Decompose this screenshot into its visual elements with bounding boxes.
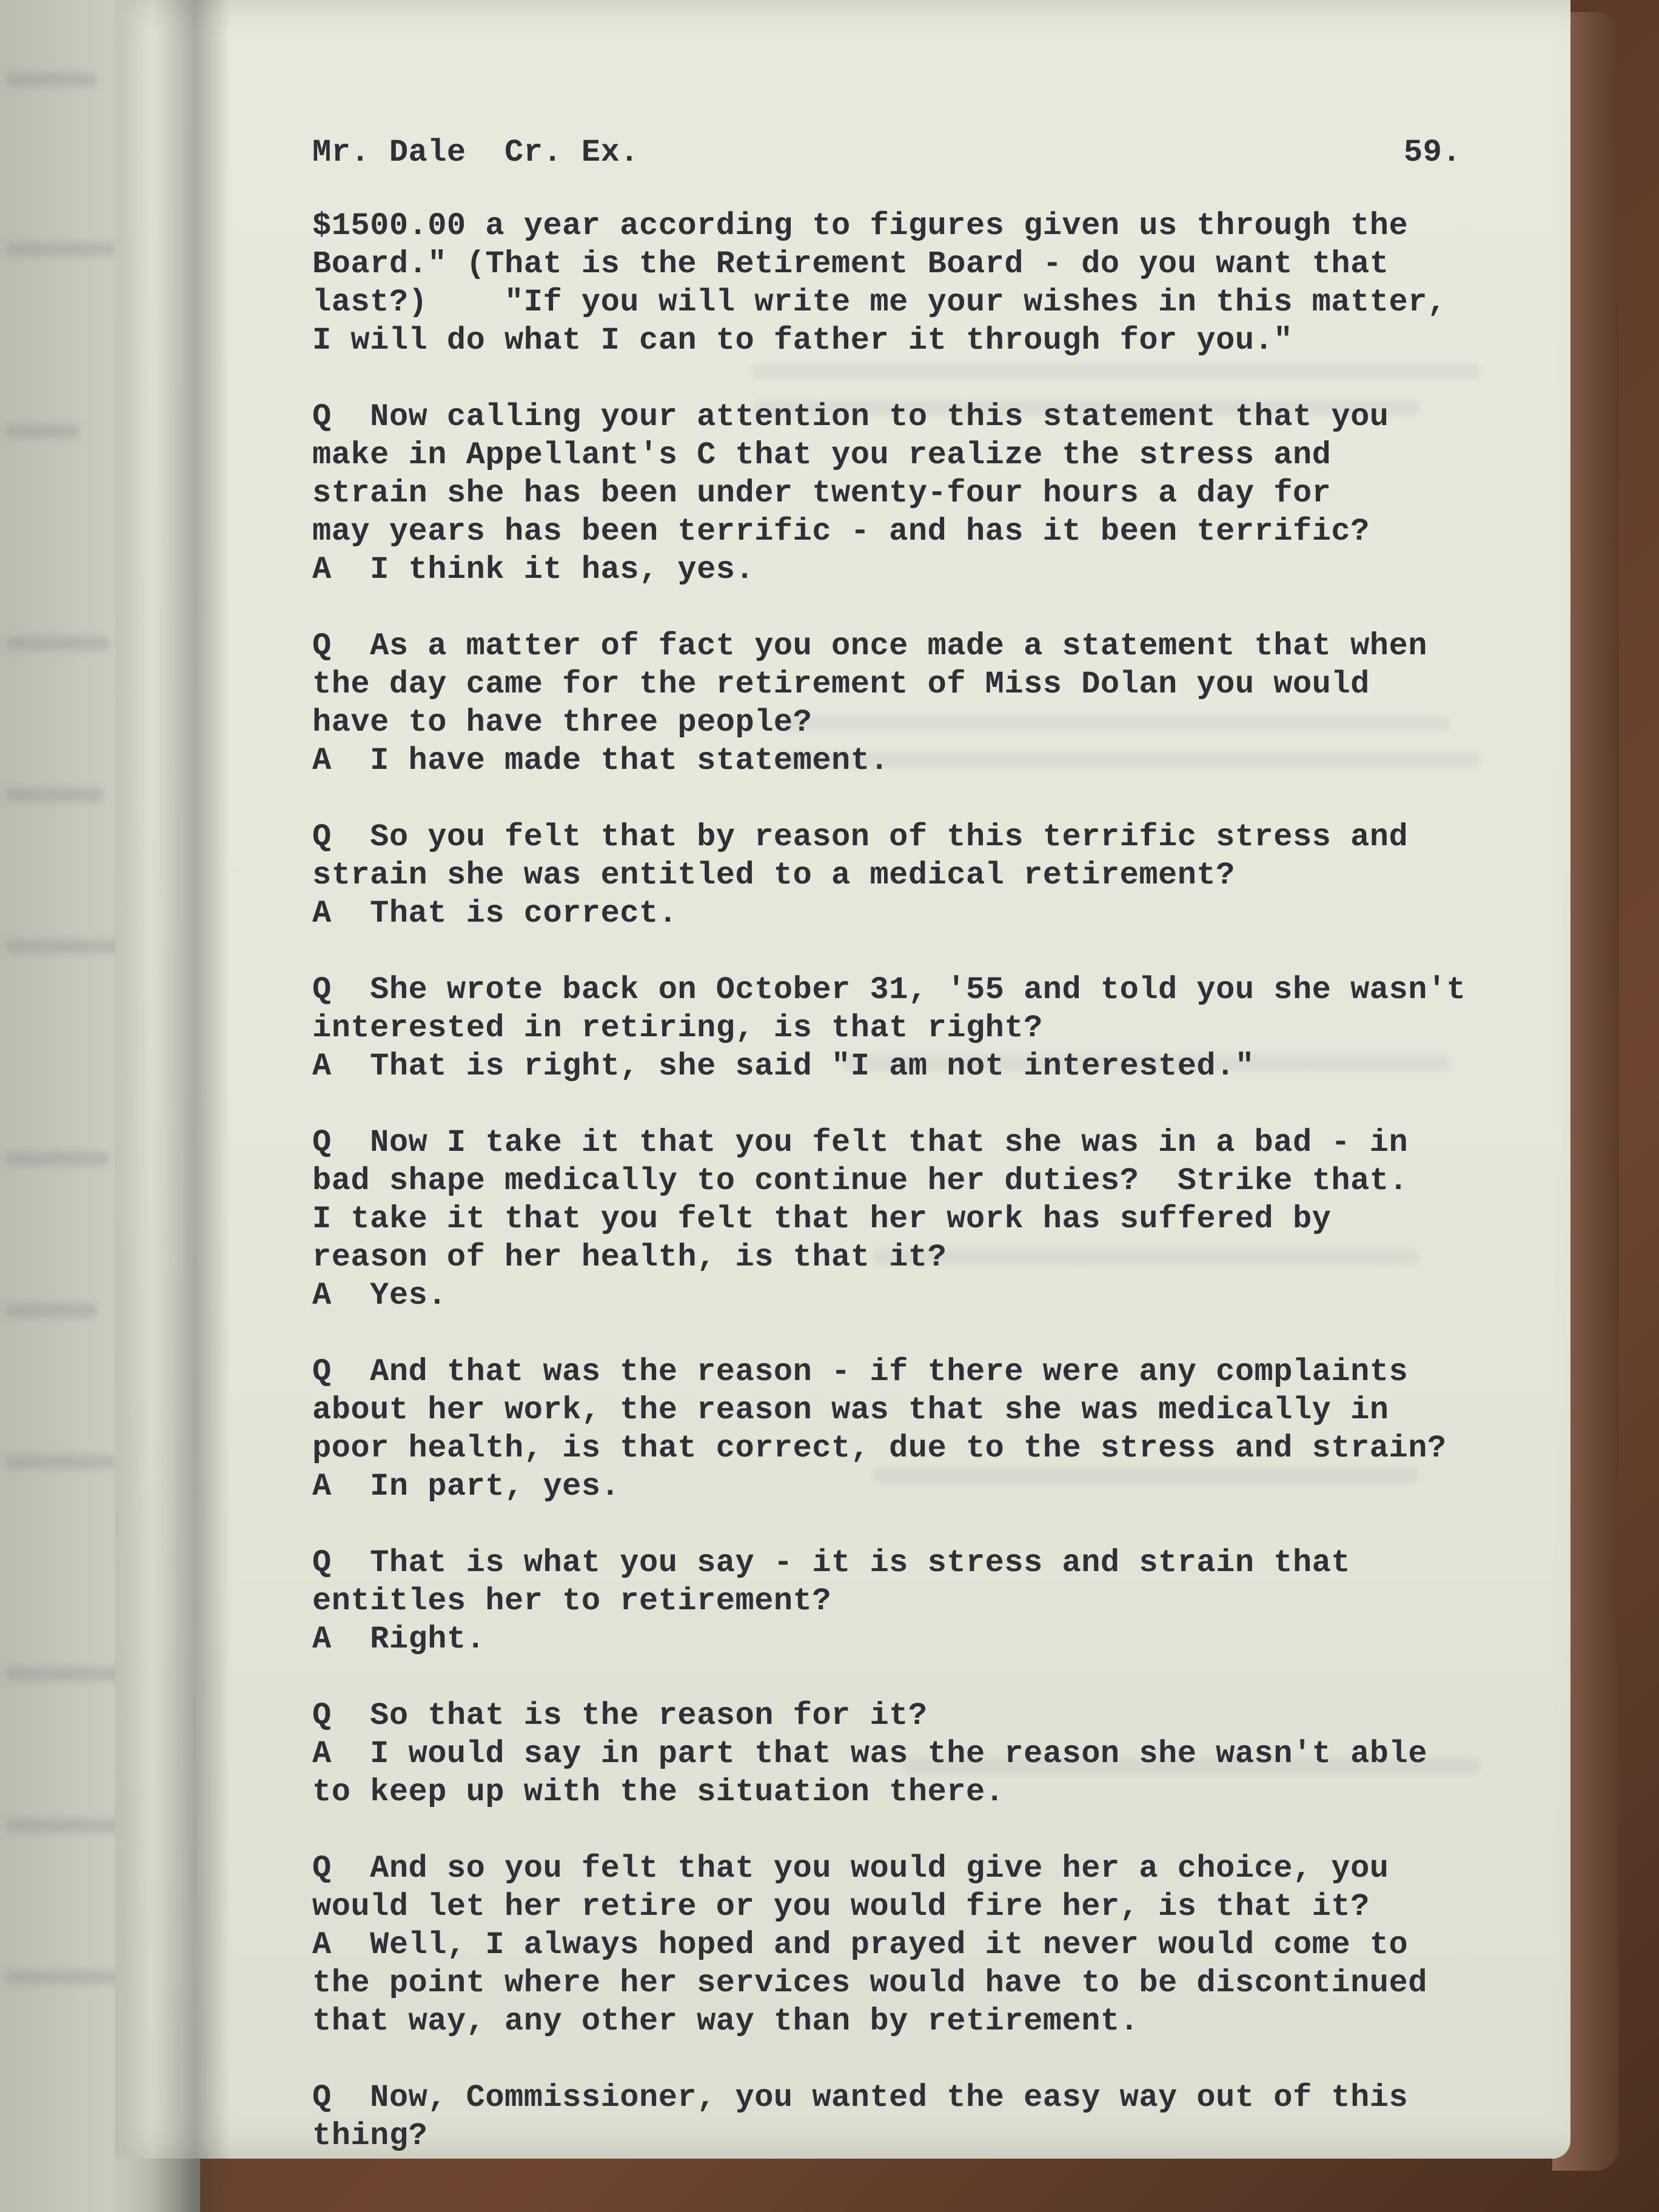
- left-page-blur: [6, 1455, 115, 1469]
- text-line: strain she has been under twenty-four hours a day for: [312, 475, 1332, 511]
- text-line: reason of her health, is that it?: [312, 1239, 947, 1275]
- text-line: the point where her services would have to be discontinued: [312, 1965, 1427, 2001]
- text-line: the day came for the retirement of Miss Dolan you would: [312, 666, 1370, 702]
- binding-shadow: [152, 0, 230, 2212]
- text-line: Q As a matter of fact you once made a statement that when: [312, 628, 1427, 664]
- text-line: Q Now calling your attention to this statement that you: [312, 399, 1389, 435]
- transcript-paragraph: [312, 2079, 1464, 2155]
- text-line: A I would say in part that was the reason she wasn't able: [312, 1736, 1427, 1772]
- transcript-text: [312, 133, 1464, 2193]
- text-line: last?) "If you will write me your wishes in this matter,: [312, 284, 1447, 320]
- header-witness: Mr. Dale Cr. Ex.: [312, 135, 639, 170]
- text-line: Q Now, Commissioner, you wanted the easy way out of this: [312, 2080, 1409, 2116]
- transcript-paragraph: [312, 627, 1464, 780]
- text-line: would let her retire or you would fire her, is that it?: [312, 1889, 1370, 1925]
- text-line: Q So you felt that by reason of this terrific stress and: [312, 819, 1409, 855]
- text-line: about her work, the reason was that she was medically in: [312, 1392, 1389, 1428]
- text-line: bad shape medically to continue her duties? Strike that.: [312, 1163, 1409, 1199]
- transcript-body: [312, 207, 1464, 2155]
- text-line: $1500.00 a year according to figures given us through the: [312, 208, 1409, 244]
- left-page-blur: [6, 1667, 127, 1681]
- transcript-paragraph: [312, 1544, 1464, 1658]
- left-page-blur: [6, 1304, 97, 1317]
- text-line: A That is right, she said "I am not interested.": [312, 1048, 1255, 1084]
- text-line: make in Appellant's C that you realize the stress and: [312, 437, 1332, 473]
- left-page-blur: [6, 243, 115, 256]
- page-number: 59.: [1403, 135, 1461, 170]
- text-line: interested in retiring, is that right?: [312, 1010, 1043, 1046]
- left-page-blur: [6, 424, 79, 438]
- left-page-blur: [6, 1971, 133, 1984]
- left-page-blur: [6, 1152, 109, 1165]
- text-line: poor health, is that correct, due to the stress and strain?: [312, 1430, 1447, 1466]
- left-page-blur: [6, 788, 103, 802]
- transcript-paragraph: [312, 971, 1464, 1085]
- text-line: I take it that you felt that her work has suffered by: [312, 1201, 1332, 1237]
- text-line: entitles her to retirement?: [312, 1583, 832, 1619]
- transcript-paragraph: [312, 1849, 1464, 2040]
- text-line: have to have three people?: [312, 705, 813, 740]
- text-line: to keep up with the situation there.: [312, 1774, 1005, 1810]
- page-header: [312, 133, 1461, 172]
- text-line: thing?: [312, 2118, 428, 2154]
- left-page-blur: [6, 940, 121, 953]
- left-page-blur: [6, 73, 97, 86]
- text-line: A Yes.: [312, 1278, 447, 1313]
- text-line: strain she was entitled to a medical retirement?: [312, 857, 1235, 893]
- text-line: I will do what I can to father it through for you.": [312, 323, 1293, 358]
- transcript-paragraph: [312, 398, 1464, 589]
- transcript-paragraph: [312, 207, 1464, 360]
- text-line: A Well, I always hoped and prayed it never would come to: [312, 1927, 1409, 1963]
- text-line: A I have made that statement.: [312, 743, 890, 779]
- transcript-paragraph: [312, 818, 1464, 933]
- text-line: Board." (That is the Retirement Board - do you want that: [312, 246, 1389, 282]
- text-line: Q So that is the reason for it?: [312, 1698, 928, 1734]
- transcript-paragraph: [312, 1124, 1464, 1315]
- text-line: Q She wrote back on October 31, '55 and told you she wasn't: [312, 972, 1466, 1008]
- transcript-paragraph: [312, 1697, 1464, 1811]
- text-line: Q Now I take it that you felt that she was in a bad - in: [312, 1125, 1409, 1161]
- text-line: that way, any other way than by retirement.: [312, 2003, 1139, 2039]
- text-line: A In part, yes.: [312, 1469, 620, 1504]
- left-page-blur: [6, 1819, 121, 1832]
- text-line: A That is correct.: [312, 896, 678, 931]
- transcript-paragraph: [312, 1353, 1464, 1506]
- text-line: Q That is what you say - it is stress and strain that: [312, 1545, 1351, 1581]
- text-line: Q And that was the reason - if there were any complaints: [312, 1354, 1409, 1390]
- left-page-blur: [6, 637, 109, 650]
- text-line: A Right.: [312, 1621, 486, 1657]
- text-line: Q And so you felt that you would give her a choice, you: [312, 1851, 1389, 1886]
- text-line: may years has been terrific - and has it been terrific?: [312, 514, 1370, 549]
- text-line: A I think it has, yes.: [312, 552, 755, 588]
